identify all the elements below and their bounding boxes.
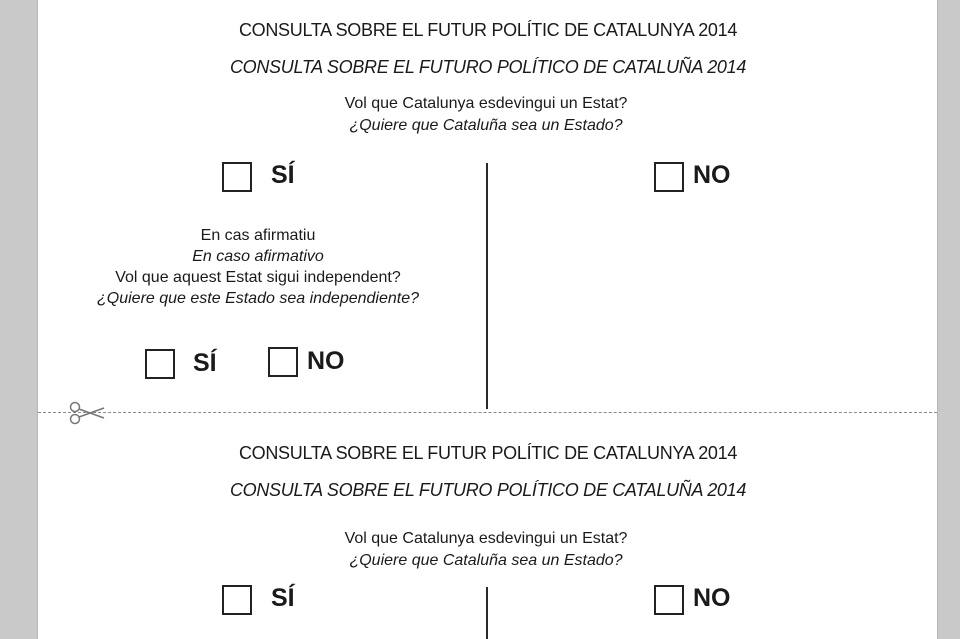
no-label: NO: [693, 584, 731, 612]
yes-label: SÍ: [271, 161, 295, 189]
yes-checkbox[interactable]: [222, 585, 252, 615]
ballot-title-catalan: CONSULTA SOBRE EL FUTUR POLÍTIC DE CATALUNYA 2014: [238, 20, 738, 40]
followup-line-1: En cas afirmatiu: [200, 227, 316, 244]
question-spanish: ¿Quiere que Cataluña sea un Estado?: [349, 552, 623, 569]
cut-line: [38, 412, 937, 413]
no-checkbox[interactable]: [654, 162, 684, 192]
followup-line-3: Vol que aquest Estat sigui independent?: [115, 269, 401, 286]
question-catalan: Vol que Catalunya esdevingui un Estat?: [344, 530, 628, 547]
column-divider: [486, 163, 488, 409]
independent-yes-checkbox[interactable]: [145, 349, 175, 379]
independent-no-checkbox[interactable]: [268, 347, 298, 377]
yes-label: SÍ: [271, 584, 295, 612]
ballot-title-spanish: CONSULTA SOBRE EL FUTURO POLÍTICO DE CATALUÑA 2014: [229, 57, 747, 77]
followup-line-2: En caso afirmativo: [192, 248, 324, 265]
followup-line-4: ¿Quiere que este Estado sea independiente?: [96, 290, 420, 307]
question-catalan: Vol que Catalunya esdevingui un Estat?: [344, 95, 628, 112]
ballot-title-catalan: CONSULTA SOBRE EL FUTUR POLÍTIC DE CATALUNYA 2014: [238, 443, 738, 463]
yes-checkbox[interactable]: [222, 162, 252, 192]
independent-no-label: NO: [307, 347, 345, 375]
question-spanish: ¿Quiere que Cataluña sea un Estado?: [349, 117, 623, 134]
scissors-icon: [68, 401, 108, 430]
no-label: NO: [693, 161, 731, 189]
ballot-title-spanish: CONSULTA SOBRE EL FUTURO POLÍTICO DE CATALUÑA 2014: [229, 480, 747, 500]
independent-yes-label: SÍ: [193, 349, 217, 377]
column-divider: [486, 587, 488, 639]
no-checkbox[interactable]: [654, 585, 684, 615]
